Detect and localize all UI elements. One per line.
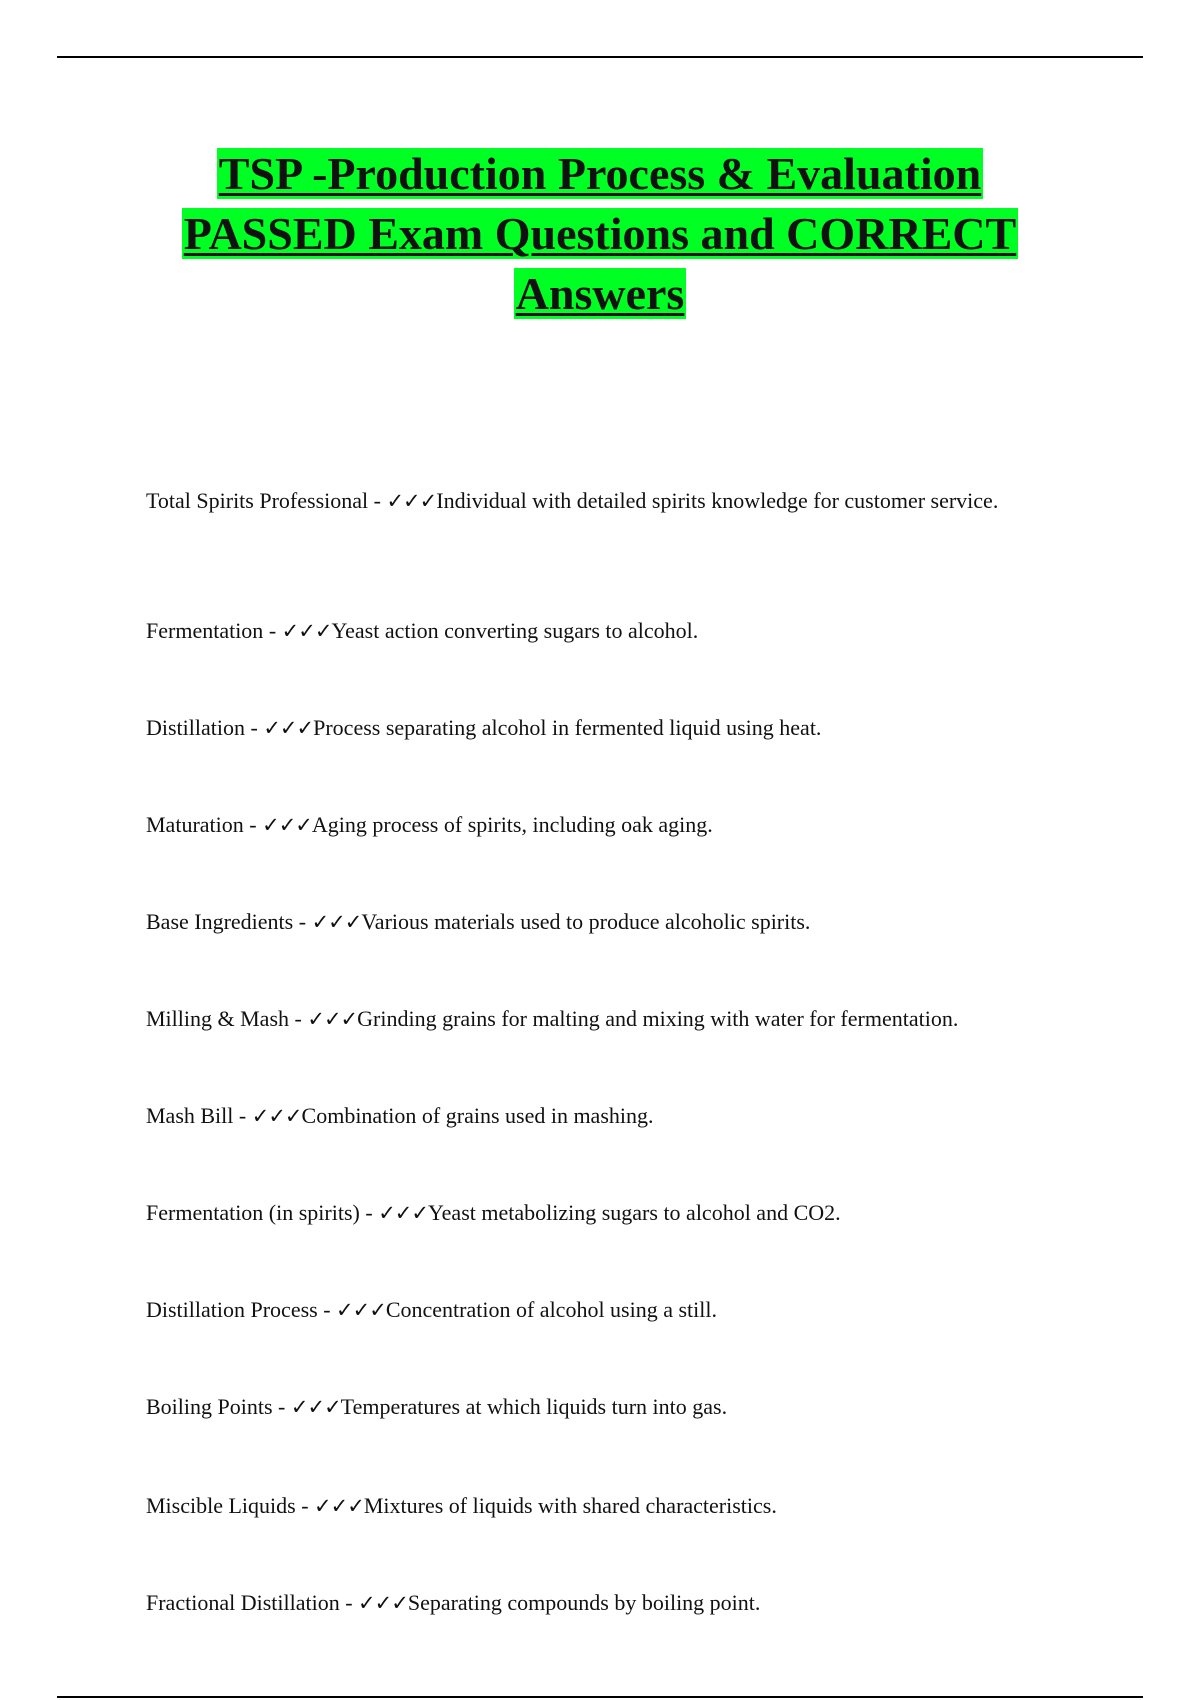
qa-term: Maturation (146, 812, 244, 837)
title-line-1: TSP -Production Process & Evaluation (218, 148, 982, 199)
title-line-3: Answers (515, 268, 685, 319)
qa-definition: Separating compounds by boiling point. (407, 1590, 761, 1615)
qa-entry (146, 809, 1046, 841)
qa-term: Miscible Liquids (146, 1493, 296, 1518)
qa-term: Fermentation (146, 618, 264, 643)
qa-definition: Process separating alcohol in fermented liquid using heat. (313, 715, 822, 740)
qa-definition: Aging process of spirits, including oak aging. (311, 812, 713, 837)
checkmark-icon: ✓✓✓ (386, 489, 437, 513)
qa-term: Mash Bill (146, 1103, 234, 1128)
qa-separator: - (243, 812, 263, 837)
qa-definition: Combination of grains used in mashing. (301, 1103, 654, 1128)
checkmark-icon: ✓✓✓ (378, 1201, 428, 1225)
qa-definition: Temperatures at which liquids turn into gas. (340, 1394, 728, 1419)
qa-separator: - (317, 1297, 337, 1322)
title-line-2: PASSED Exam Questions and CORRECT (183, 208, 1017, 259)
qa-entry (146, 1391, 1046, 1423)
qa-definition: Yeast action converting sugars to alcohol. (331, 618, 699, 643)
qa-separator: - (295, 1493, 315, 1518)
qa-entry (146, 615, 1046, 647)
qa-separator: - (368, 488, 387, 513)
qa-definition: Mixtures of liquids with shared characteristics. (363, 1493, 777, 1518)
qa-separator: - (233, 1103, 252, 1128)
checkmark-icon: ✓✓✓ (336, 1298, 386, 1322)
qa-separator: - (293, 909, 312, 934)
checkmark-icon: ✓✓✓ (262, 813, 312, 837)
qa-entry (146, 906, 1046, 938)
qa-entry (146, 1587, 1046, 1619)
checkmark-icon: ✓✓✓ (281, 619, 332, 643)
header-rule (57, 56, 1143, 58)
qa-entry (146, 1003, 1046, 1035)
qa-term: Distillation (146, 715, 245, 740)
qa-separator: - (245, 715, 264, 740)
qa-separator: - (289, 1006, 308, 1031)
qa-entry (146, 485, 1046, 517)
qa-definition: Concentration of alcohol using a still. (385, 1297, 718, 1322)
qa-term: Total Spirits Professional (146, 488, 369, 513)
qa-definition: Grinding grains for malting and mixing with water for fermentation. (357, 1006, 959, 1031)
qa-entry (146, 1100, 1046, 1132)
checkmark-icon: ✓✓✓ (251, 1104, 302, 1128)
qa-entry (146, 1490, 1046, 1522)
checkmark-icon: ✓✓✓ (358, 1591, 408, 1615)
qa-separator: - (263, 618, 282, 643)
qa-term: Base Ingredients (146, 909, 294, 934)
checkmark-icon: ✓✓✓ (307, 1007, 358, 1031)
qa-term: Fractional Distillation (146, 1590, 340, 1615)
qa-entry (146, 1294, 1046, 1326)
qa-term: Milling & Mash (146, 1006, 290, 1031)
checkmark-icon: ✓✓✓ (314, 1494, 364, 1518)
qa-entry (146, 712, 1046, 744)
qa-definition: Individual with detailed spirits knowledge for customer service. (436, 488, 999, 513)
qa-term: Boiling Points (146, 1394, 273, 1419)
qa-definition: Various materials used to produce alcoholic spirits. (361, 909, 811, 934)
document-title (100, 144, 1100, 324)
qa-separator: - (359, 1200, 379, 1225)
qa-separator: - (272, 1394, 291, 1419)
qa-entry (146, 1197, 1046, 1229)
footer-rule (57, 1696, 1143, 1698)
qa-term: Distillation Process (146, 1297, 318, 1322)
checkmark-icon: ✓✓✓ (290, 1395, 341, 1419)
checkmark-icon: ✓✓✓ (263, 716, 314, 740)
qa-term: Fermentation (in spirits) (146, 1200, 360, 1225)
checkmark-icon: ✓✓✓ (311, 910, 362, 934)
qa-separator: - (339, 1590, 359, 1615)
qa-definition: Yeast metabolizing sugars to alcohol and CO2. (427, 1200, 841, 1225)
